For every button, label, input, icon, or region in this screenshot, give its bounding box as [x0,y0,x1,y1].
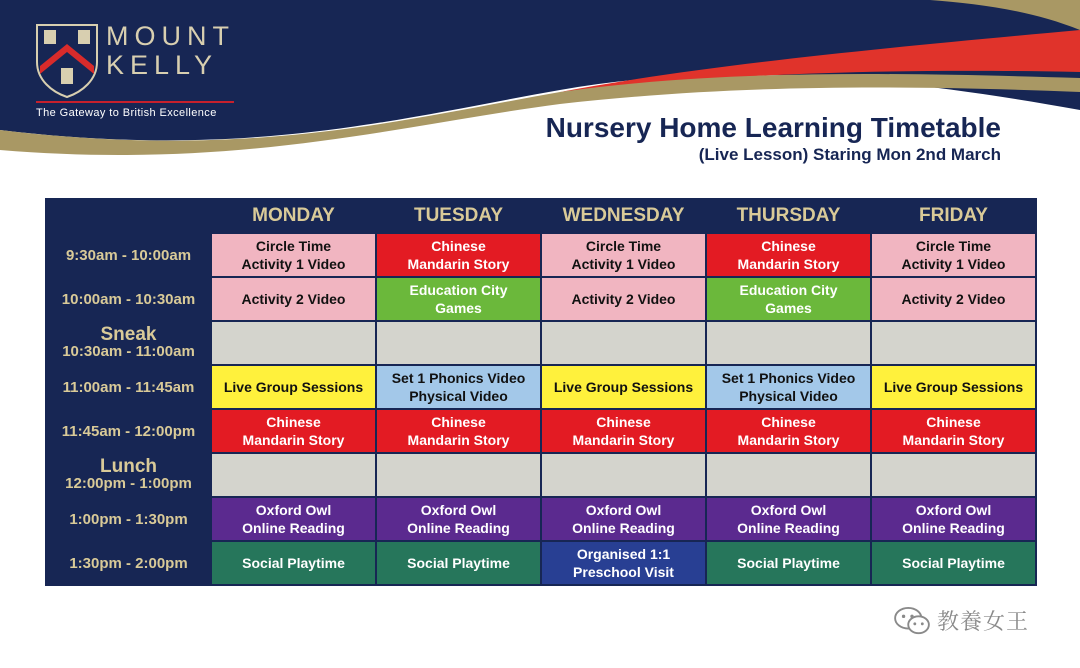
activity-cell [871,277,1036,321]
timetable-row [46,453,1036,497]
activity-line-2: Mandarin Story [407,256,510,272]
activity-line-2: Games [765,300,812,316]
activity-line-1: Chinese [761,238,816,254]
activity-line-1: Circle Time [255,238,332,254]
activity-line-2: Physical Video [739,388,838,404]
activity-cell [871,409,1036,453]
activity-cell [706,277,871,321]
activity-line-1: Oxford Owl [585,502,662,518]
activity-line-1: Circle Time [585,238,662,254]
activity-line-2: Online Reading [737,520,840,536]
activity-line-1: Chinese [926,414,981,430]
timetable-row [46,409,1036,453]
timetable [45,198,1037,586]
activity-line-1: Live Group Sessions [883,379,1024,395]
activity-cell [211,453,376,497]
activity-cell [541,409,706,453]
activity-line-1: Oxford Owl [255,502,332,518]
activity-cell [376,365,541,409]
activity-line-1: Chinese [431,238,486,254]
activity-cell [211,409,376,453]
time-slot-label: 9:30am - 10:00am [46,233,211,277]
activity-line-2: Mandarin Story [572,432,675,448]
activity-cell [706,409,871,453]
title-block [546,112,1001,165]
activity-line-1: Education City [739,282,838,298]
activity-cell [706,365,871,409]
activity-cell [376,409,541,453]
timetable-row [46,233,1036,277]
activity-cell [871,233,1036,277]
activity-cell [376,277,541,321]
day-header: TUESDAY [376,199,541,233]
time-slot-label: 10:00am - 10:30am [46,277,211,321]
activity-line-1: Oxford Owl [420,502,497,518]
activity-line-1: Chinese [266,414,321,430]
activity-cell [541,541,706,585]
activity-line-2: Mandarin Story [407,432,510,448]
activity-cell [541,277,706,321]
time-slot-label: 1:30pm - 2:00pm [46,541,211,585]
activity-cell [541,365,706,409]
activity-line-2: Mandarin Story [737,432,840,448]
activity-cell [211,321,376,365]
activity-cell [541,233,706,277]
activity-line-2: Mandarin Story [737,256,840,272]
activity-cell [706,321,871,365]
activity-cell [541,497,706,541]
timetable-row [46,541,1036,585]
activity-cell [541,453,706,497]
activity-line-2: Online Reading [572,520,675,536]
activity-line-1: Activity 2 Video [901,291,1006,307]
timetable-row [46,321,1036,365]
timetable-body [46,233,1036,585]
activity-cell [376,321,541,365]
activity-cell [706,497,871,541]
break-time-range: 10:30am - 11:00am [62,343,195,360]
activity-line-2: Games [435,300,482,316]
activity-line-2: Online Reading [407,520,510,536]
activity-line-2: Mandarin Story [242,432,345,448]
activity-line-2: Mandarin Story [902,432,1005,448]
break-label: Lunch [100,456,157,477]
brand-logo [34,22,244,132]
activity-cell [211,233,376,277]
break-label: Sneak [100,324,157,345]
activity-cell [376,233,541,277]
activity-line-1: Activity 2 Video [571,291,676,307]
activity-cell [211,365,376,409]
activity-cell [211,541,376,585]
activity-line-1: Social Playtime [242,555,345,571]
activity-line-1: Oxford Owl [750,502,827,518]
activity-cell [211,277,376,321]
activity-line-1: Education City [409,282,508,298]
timetable-row [46,497,1036,541]
activity-cell [871,453,1036,497]
page-title: Nursery Home Learning Timetable [545,112,1001,143]
activity-line-1: Set 1 Phonics Video [721,370,856,386]
activity-line-1: Oxford Owl [915,502,992,518]
activity-line-1: Chinese [596,414,651,430]
activity-line-1: Organised 1:1 [576,546,671,562]
activity-cell [871,365,1036,409]
activity-line-2: Preschool Visit [573,564,674,580]
activity-line-2: Activity 1 Video [241,256,346,272]
activity-cell [871,321,1036,365]
day-header-row [46,199,1036,233]
timetable-row [46,277,1036,321]
activity-line-1: Chinese [761,414,816,430]
activity-cell [376,497,541,541]
brand-name-line1: MOUNT [106,21,235,51]
activity-cell [871,541,1036,585]
activity-cell [706,541,871,585]
activity-line-2: Activity 1 Video [901,256,1006,272]
activity-line-2: Online Reading [242,520,345,536]
activity-line-1: Activity 2 Video [241,291,346,307]
break-time-range: 12:00pm - 1:00pm [65,475,192,492]
activity-line-1: Circle Time [915,238,992,254]
brand-divider [36,101,234,103]
day-header: FRIDAY [871,199,1036,233]
activity-cell [376,453,541,497]
corner-cell [46,199,211,233]
activity-cell [706,453,871,497]
activity-cell [541,321,706,365]
wechat-watermark [893,605,1029,636]
activity-cell [871,497,1036,541]
time-slot-label: 11:45am - 12:00pm [46,409,211,453]
activity-line-1: Chinese [431,414,486,430]
activity-line-1: Social Playtime [407,555,510,571]
time-slot-label: 11:00am - 11:45am [46,365,211,409]
day-header: THURSDAY [706,199,871,233]
break-time-cell [46,453,211,497]
activity-line-1: Social Playtime [737,555,840,571]
activity-line-2: Online Reading [902,520,1005,536]
timetable-row [46,365,1036,409]
wechat-account-name: 教養女王 [937,609,1030,634]
day-header: WEDNESDAY [541,199,706,233]
brand-tagline: The Gateway to British Excellence [36,107,217,119]
brand-name-line2: KELLY [106,50,219,80]
activity-cell [706,233,871,277]
brand-name [106,22,235,80]
activity-cell [211,497,376,541]
activity-line-2: Physical Video [409,388,508,404]
page-subtitle: (Live Lesson) Staring Mon 2nd March [698,145,1001,164]
activity-line-1: Set 1 Phonics Video [391,370,526,386]
crest-icon [34,22,100,98]
activity-cell [376,541,541,585]
activity-line-1: Live Group Sessions [553,379,694,395]
wechat-icon [893,606,931,636]
day-header: MONDAY [211,199,376,233]
activity-line-2: Activity 1 Video [571,256,676,272]
activity-line-1: Live Group Sessions [223,379,364,395]
break-time-cell [46,321,211,365]
activity-line-1: Social Playtime [902,555,1005,571]
time-slot-label: 1:00pm - 1:30pm [46,497,211,541]
